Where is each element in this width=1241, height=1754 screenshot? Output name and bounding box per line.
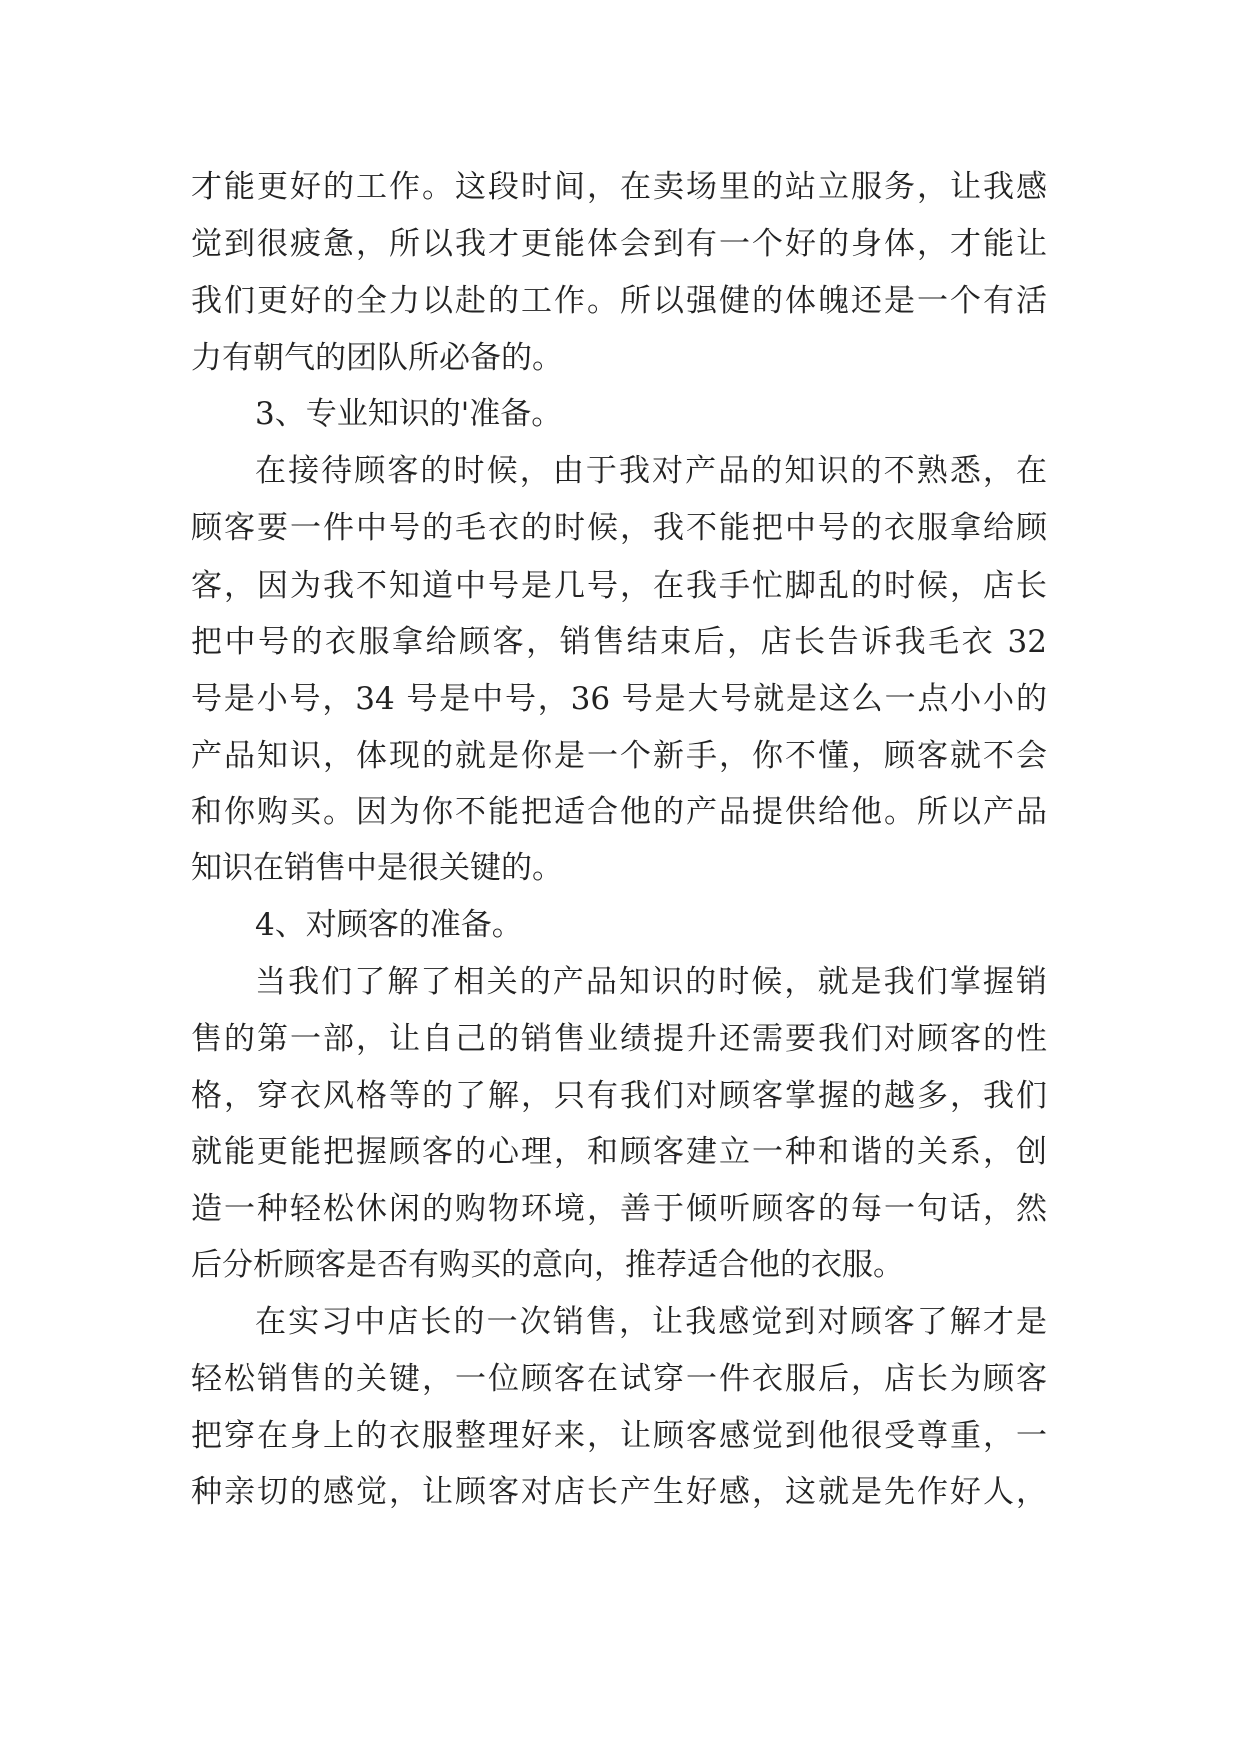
text-line: 觉到很疲惫，所以我才更能体会到有一个好的身体，才能让: [191, 226, 1047, 262]
text-line: 客，因为我不知道中号是几号，在我手忙脚乱的时候，店长: [191, 568, 1047, 604]
text-line: 后分析顾客是否有购买的意向，推荐适合他的衣服。: [191, 1247, 904, 1283]
section-heading: 3、专业知识的'准备。: [255, 396, 563, 432]
text-line: 格，穿衣风格等的了解，只有我们对顾客掌握的越多，我们: [191, 1078, 1047, 1114]
text-line: 就能更能把握顾客的心理，和顾客建立一种和谐的关系，创: [191, 1134, 1047, 1170]
text-line: 才能更好的工作。这段时间，在卖场里的站立服务，让我感: [191, 169, 1047, 205]
text-line: 当我们了解了相关的产品知识的时候，就是我们掌握销: [255, 964, 1047, 1000]
text-line: 力有朝气的团队所必备的。: [191, 340, 563, 376]
text-line: 种亲切的感觉，让顾客对店长产生好感，这就是先作好人，: [191, 1474, 1047, 1510]
text-line: 造一种轻松休闲的购物环境，善于倾听顾客的每一句话，然: [191, 1191, 1047, 1227]
text-line: 和你购买。因为你不能把适合他的产品提供给他。所以产品: [191, 794, 1047, 830]
text-line: 顾客要一件中号的毛衣的时候，我不能把中号的衣服拿给顾: [191, 510, 1047, 546]
section-heading: 4、对顾客的准备。: [255, 907, 523, 943]
text-line: 把穿在身上的衣服整理好来，让顾客感觉到他很受尊重，一: [191, 1418, 1047, 1454]
text-line: 知识在销售中是很关键的。: [191, 850, 563, 886]
text-line: 我们更好的全力以赴的工作。所以强健的体魄还是一个有活: [191, 283, 1047, 319]
text-line: 在实习中店长的一次销售，让我感觉到对顾客了解才是: [255, 1304, 1047, 1340]
text-line: 号是小号，34 号是中号，36 号是大号就是这么一点小小的: [191, 681, 1047, 717]
text-line: 产品知识，体现的就是你是一个新手，你不懂，顾客就不会: [191, 738, 1047, 774]
text-line: 售的第一部，让自己的销售业绩提升还需要我们对顾客的性: [191, 1021, 1047, 1057]
text-line: 轻松销售的关键，一位顾客在试穿一件衣服后，店长为顾客: [191, 1361, 1047, 1397]
text-line: 在接待顾客的时候，由于我对产品的知识的不熟悉，在: [255, 453, 1047, 489]
text-line: 把中号的衣服拿给顾客，销售结束后，店长告诉我毛衣 32: [191, 624, 1047, 660]
